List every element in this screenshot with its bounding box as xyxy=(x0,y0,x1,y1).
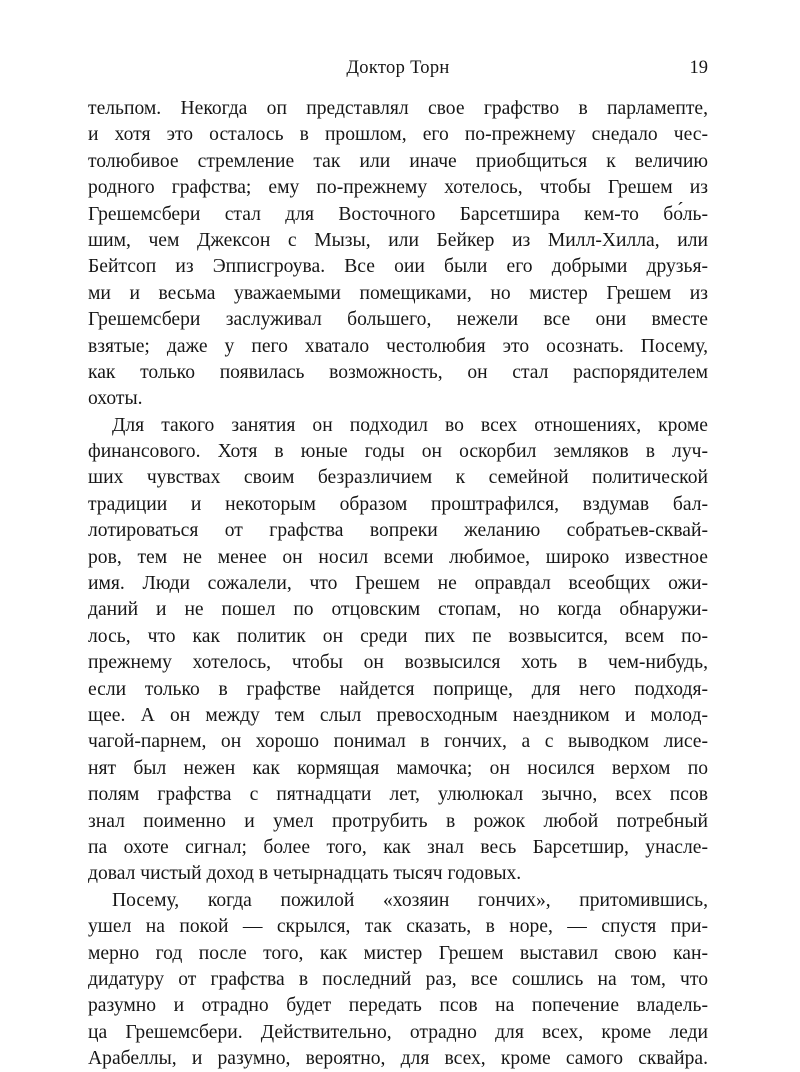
text-line: толюбивое стремление так или иначе приобщиться к величию xyxy=(88,150,708,172)
text-line: нят был нежен как кормящая мамочка; он носился верхом по xyxy=(88,757,708,779)
text-line: разумно и отрадно будет передать псов на попечение владель- xyxy=(88,995,708,1017)
running-head xyxy=(88,58,708,82)
text-line: лотироваться от графства вопреки желанию собратьев-сквай- xyxy=(88,520,708,542)
text-line: даний и не пошел по отцовским стопам, но когда обнаружи- xyxy=(88,599,708,621)
text-line: знал поименно и умел протрубить в рожок любой потребный xyxy=(88,810,708,832)
text-line: ца Грешемсбери. Действительно, отрадно для всех, кроме леди xyxy=(88,1021,708,1043)
text-line: Грешемсбери стал для Восточного Барсетшира кем-то бо́ль- xyxy=(88,203,708,225)
running-title: Доктор Торн xyxy=(346,58,450,78)
body-text xyxy=(88,96,708,1072)
text-line: ров, тем не менее он носил всеми любимое, широко известное xyxy=(88,546,708,568)
text-line: охоты. xyxy=(88,388,143,410)
text-line: если только в графстве найдется поприще, для него подходя- xyxy=(88,678,708,700)
text-line: мерно год после того, как мистер Грешем выставил свою кан- xyxy=(88,942,708,964)
text-line: Бейтсоп из Эпписгроува. Все оии были его добрыми друзья- xyxy=(88,256,708,278)
text-line: ших чувствах своим безразличием к семейной политической xyxy=(88,467,708,489)
text-line: шим, чем Джексон с Мызы, или Бейкер из Милл-Хилла, или xyxy=(88,229,708,251)
text-line: традиции и некоторым образом проштрафился, вздумав бал- xyxy=(88,493,708,515)
text-line: лось, что как политик он среди пих пе возвысится, всем по- xyxy=(88,625,708,647)
text-line: имя. Люди сожалели, что Грешем не оправдал всеобщих ожи- xyxy=(88,573,708,595)
text-line: как только появилась возможность, он стал распорядителем xyxy=(88,361,708,383)
text-line: взятые; даже у пего хватало честолюбия это осознать. Посему, xyxy=(88,335,708,357)
text-line: ми и весьма уважаемыми помещиками, но мистер Грешем из xyxy=(88,282,708,304)
text-line: прежнему хотелось, чтобы он возвысился хоть в чем-нибудь, xyxy=(88,652,708,674)
text-line: Посему, когда пожилой «хозяин гончих», притомившись, xyxy=(112,889,708,911)
text-line: ушел на покой — скрылся, так сказать, в норе, — спустя при- xyxy=(88,916,708,938)
text-line: Грешемсбери заслуживал большего, нежели все они вместе xyxy=(88,309,708,331)
text-line: полям графства с пятнадцати лет, улюлюкал зычно, всех псов xyxy=(88,784,708,806)
text-line: чагой-парнем, он хорошо понимал в гончих, а с выводком лисе- xyxy=(88,731,708,753)
text-line: родного графства; ему по-прежнему хотелось, чтобы Грешем из xyxy=(88,177,708,199)
text-line: дидатуру от графства в последний раз, все сошлись на том, что xyxy=(88,968,708,990)
text-line: финансового. Хотя в юные годы он оскорбил земляков в луч- xyxy=(88,441,708,463)
text-line: щее. А он между тем слыл превосходным наездником и молод- xyxy=(88,704,708,726)
text-line: Арабеллы, и разумно, вероятно, для всех, кроме самого сквайра. xyxy=(88,1048,708,1070)
text-line: па охоте сигнал; более того, как знал весь Барсетшир, унаслe- xyxy=(88,836,708,858)
text-line: довал чистый доход в четырнадцать тысяч годовых. xyxy=(88,863,522,885)
text-line: Для такого занятия он подходил во всех отношениях, кроме xyxy=(112,414,708,436)
text-line: и хотя это осталось в прошлом, его по-прежнему снедало чес- xyxy=(88,124,708,146)
page-number: 19 xyxy=(689,58,708,78)
text-line: тельпом. Некогда оп представлял свое графство в парламепте, xyxy=(88,98,708,119)
